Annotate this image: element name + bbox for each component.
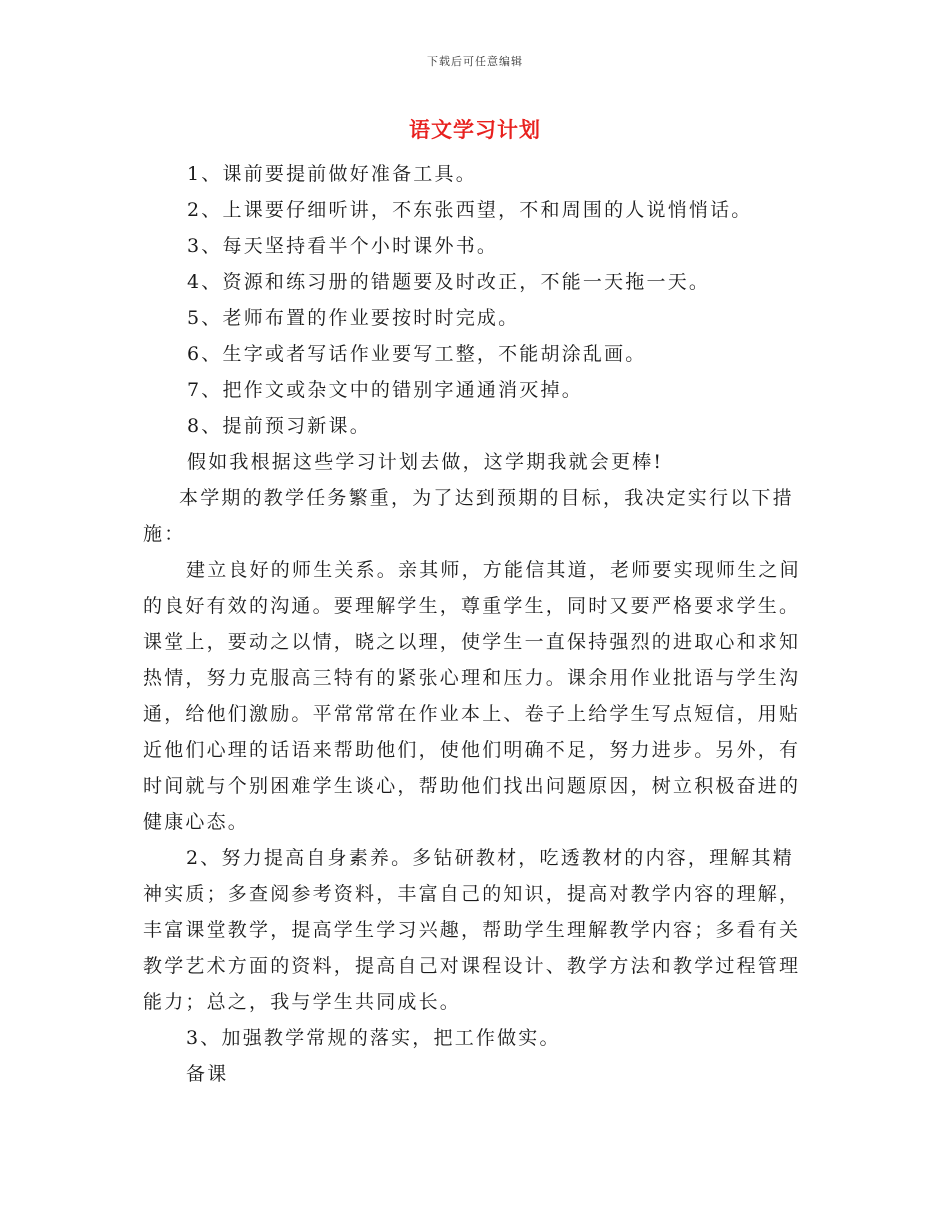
- paragraph-relationship: 建立良好的师生关系。亲其师，方能信其道，老师要实现师生之间的良好有效的沟通。要理解学生，尊重学生，同时又要严格要求学生。课堂上，要动之以情，晓之以理，使学生一直保持强烈的进取心和求知热情，努力克服高三特有的紧张心理和压力。课余用作业批语与学生沟通，给他们激励。平常常常在作业本上、卷子上给学生写点短信，用贴近他们心理的话语来帮助他们，使他们明确不足，努力进步。另外，有时间就与个别困难学生谈心，帮助他们找出问题原因，树立积极奋进的健康心态。: [143, 559, 801, 833]
- document-body: [143, 156, 808, 1092]
- list-item: 7、把作文或杂文中的错别字通通消灭掉。: [187, 379, 583, 401]
- list-item: 3、每天坚持看半个小时课外书。: [187, 235, 499, 257]
- paragraph-lesson-prep: 备课: [186, 1063, 229, 1085]
- list-item: 4、资源和练习册的错题要及时改正，不能一天拖一天。: [187, 271, 711, 293]
- document-title: 语文学习计划: [409, 117, 541, 142]
- closing-sentence: 假如我根据这些学习计划去做，这学期我就会更棒!: [187, 451, 664, 473]
- list-item: 6、生字或者写话作业要写工整，不能胡涂乱画。: [187, 343, 647, 365]
- list-item: 1、课前要提前做好准备工具。: [187, 163, 477, 185]
- list-item: 2、上课要仔细听讲，不东张西望，不和周围的人说悄悄话。: [187, 199, 753, 221]
- intro-paragraph: 本学期的教学任务繁重，为了达到预期的目标，我决定实行以下措施：: [143, 487, 794, 545]
- list-item: 8、提前预习新课。: [187, 415, 371, 437]
- paragraph-routine: 3、加强教学常规的落实，把工作做实。: [186, 1027, 561, 1049]
- paragraph-self-improvement: 2、努力提高自身素养。多钻研教材，吃透教材的内容，理解其精神实质；多查阅参考资料，丰富自己的知识，提高对教学内容的理解，丰富课堂教学，提高学生学习兴趣，帮助学生理解教学内容；多看有关教学艺术方面的资料，提高自己对课程设计、教学方法和教学过程管理能力；总之，我与学生共同成长。: [143, 847, 801, 1013]
- header-note: 下载后可任意编辑: [427, 55, 523, 68]
- list-item: 5、老师布置的作业要按时时完成。: [187, 307, 520, 329]
